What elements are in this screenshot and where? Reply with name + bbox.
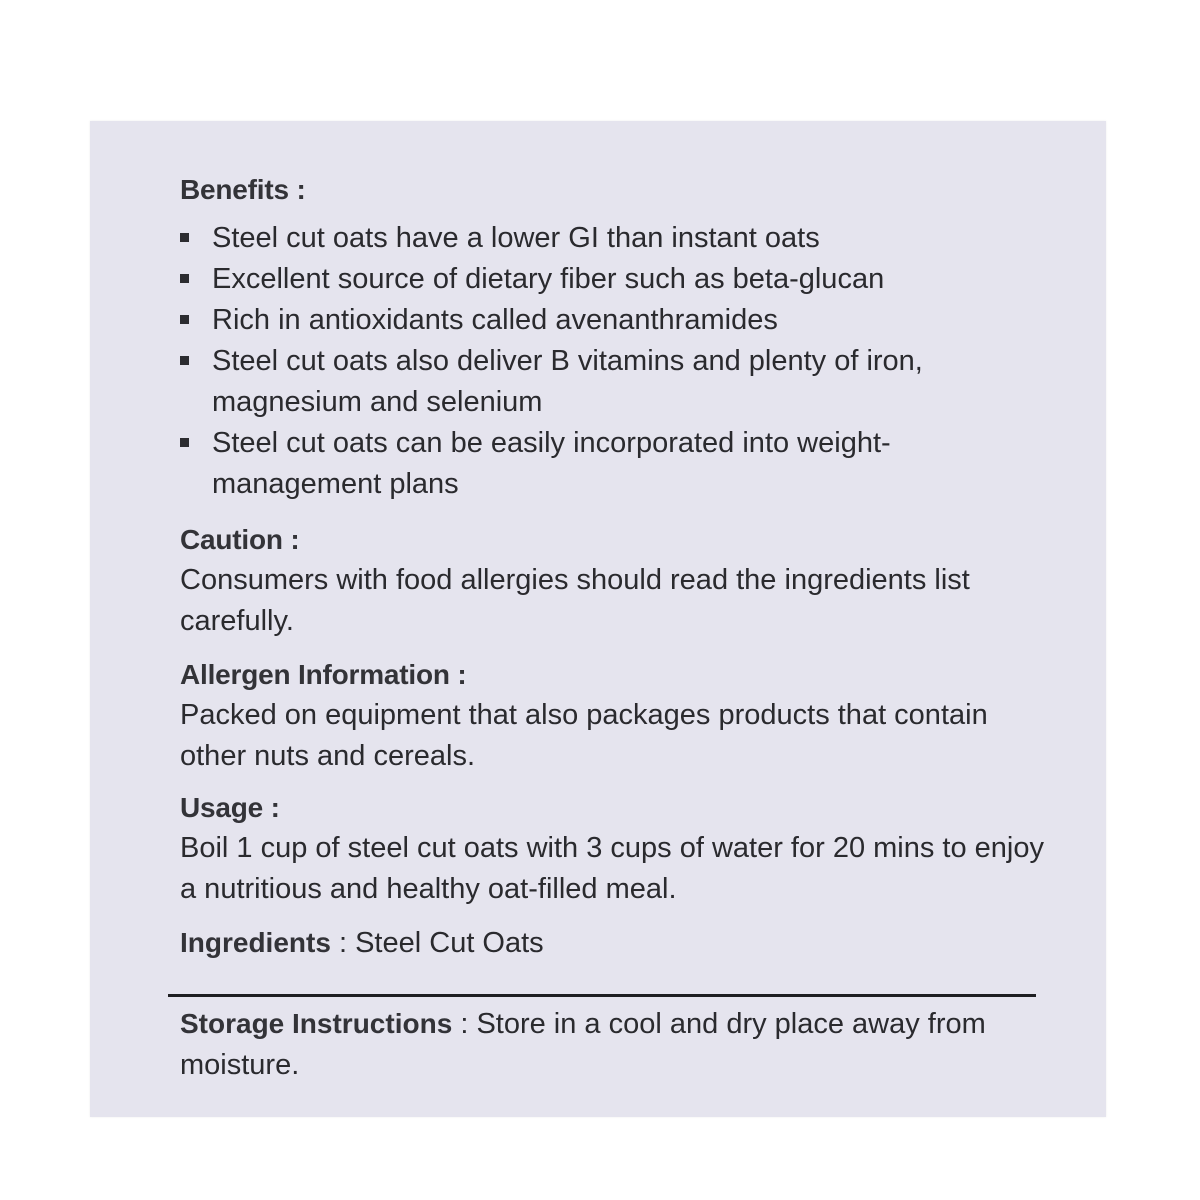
caution-text: Consumers with food allergies should read the ingredients list carefully. (180, 564, 970, 637)
benefit-text: Steel cut oats also deliver B vitamins and plenty of iron, magnesium and selenium (212, 345, 923, 418)
caution-section (180, 519, 1050, 642)
usage-heading: Usage : (180, 792, 280, 823)
list-item (180, 218, 1050, 259)
list-item (180, 341, 1050, 423)
product-label (90, 121, 1106, 1117)
ingredients-separator: : (330, 927, 356, 959)
benefits-section (180, 169, 1050, 505)
benefit-text: Steel cut oats can be easily incorporated into weight-management plans (212, 427, 891, 500)
square-bullet-icon (180, 233, 189, 242)
ingredients-value: Steel Cut Oats (355, 927, 544, 959)
square-bullet-icon (180, 438, 189, 447)
label-content (180, 169, 1050, 964)
section-divider (168, 994, 1036, 997)
allergen-section (180, 654, 1050, 777)
allergen-heading: Allergen Information : (180, 659, 467, 690)
square-bullet-icon (180, 274, 189, 283)
list-item (180, 423, 1050, 505)
storage-heading: Storage Instructions (180, 1008, 453, 1039)
caution-heading: Caution : (180, 524, 300, 555)
benefits-list (180, 218, 1050, 505)
benefit-text: Excellent source of dietary fiber such as beta-glucan (212, 263, 885, 295)
list-item (180, 259, 1050, 300)
square-bullet-icon (180, 356, 189, 365)
ingredients-heading: Ingredients (180, 927, 331, 958)
square-bullet-icon (180, 315, 189, 324)
ingredients-section (180, 922, 1050, 964)
benefits-heading: Benefits : (180, 174, 306, 205)
storage-value: Store in a cool and dry place away from moisture. (180, 1008, 986, 1081)
list-item (180, 300, 1050, 341)
usage-text: Boil 1 cup of steel cut oats with 3 cups of water for 20 mins to enjoy a nutritious and healthy oat-filled meal. (180, 832, 1044, 905)
benefit-text: Rich in antioxidants called avenanthramides (212, 304, 778, 336)
usage-section (180, 787, 1050, 910)
storage-separator: : (452, 1008, 477, 1040)
benefit-text: Steel cut oats have a lower GI than instant oats (212, 222, 820, 254)
allergen-text: Packed on equipment that also packages products that contain other nuts and cereals. (180, 699, 988, 772)
storage-section (180, 1003, 1050, 1086)
